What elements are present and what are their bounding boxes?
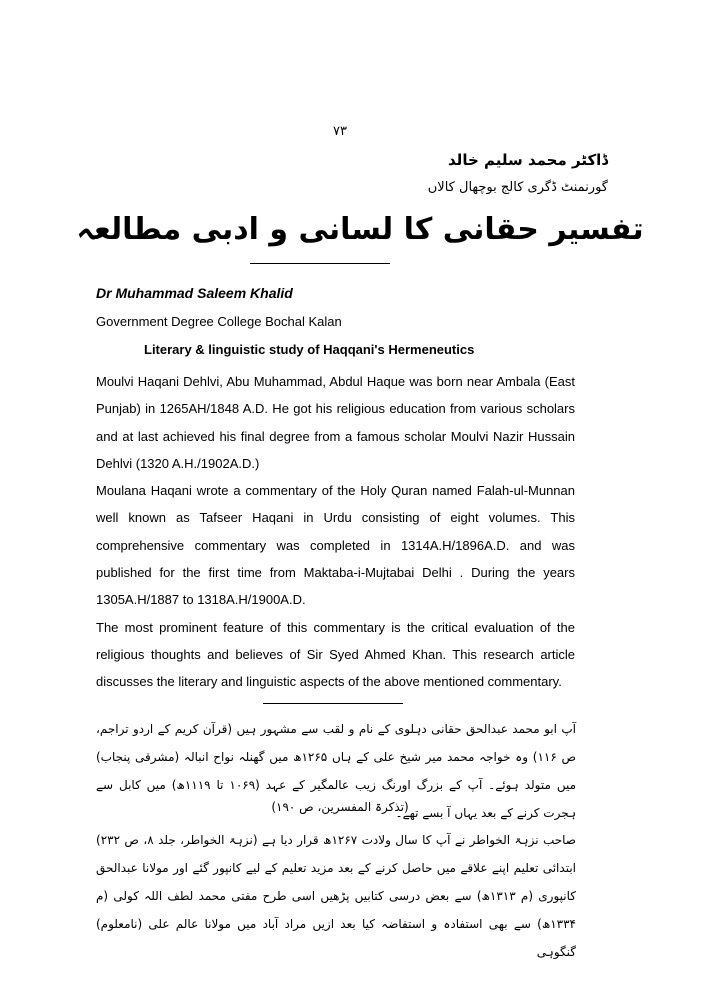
urdu-reference: (تذکرۃ المفسرین، ص ۱۹۰) [271, 800, 409, 814]
urdu-body-section-2 [96, 826, 576, 966]
urdu-paragraph: آپ ابو محمد عبدالحق حقانی دہلوی کے نام و لقب سے مشہور ہیں (قرآن کریم کے اردو تراجم، ص ۱۱۶) وہ خواجہ محمد میر شیخ علی کے ہاں ۱۲۶۵ھ میں گھنلہ نواح انبالہ (مشرقی پنجاب) میں متولد ہوئے۔ آپ کے بزرگ اورنگ زیب عالمگیر کے عہد (۱۰۶۹ تا ۱۱۱۹ھ) میں کابل سے ہجرت کرنے کے بعد یہاں آ بسے تھے۔ [96, 722, 577, 820]
english-author-name: Dr Muhammad Saleem Khalid [96, 285, 293, 301]
english-college-name: Government Degree College Bochal Kalan [96, 314, 342, 329]
urdu-college-name: گورنمنٹ ڈگری کالج بوچھال کالاں [427, 180, 608, 195]
abstract-paragraph: Moulvi Haqani Dehlvi, Abu Muhammad, Abdul Haque was born near Ambala (East Punjab) in 1265AH/1848 A.D. He got his religious education from various scholars and at last achieved his final degree from a famous scholar Moulvi Nazir Hussain Dehlvi (1320 A.H./1902A.D.) [96, 374, 575, 471]
page-number: ۷۳ [333, 124, 347, 139]
english-abstract [96, 368, 575, 696]
urdu-paragraph: صاحب نزہۃ الخواطر نے آپ کا سال ولادت ۱۲۶۷ھ قرار دیا ہے (نزہۃ الخواطر، جلد ۸، ص ۲۳۲) ابتدائی تعلیم اپنے علاقے میں حاصل کرنے کے بعد مزید تعلیم کے لیے کانپور گئے اور مولانا عبدالحق کانپوری (م ۱۳۱۳ھ) سے بعض درسی کتابیں پڑھیں اسی طرح مفتی محمد لطف اللہ کولی (م ۱۳۳۴ھ) سے بھی استفادہ و استفاضہ کیا بعد ازیں مراد آباد میں مولانا عالم علی (نامعلوم) گنگوہی [96, 833, 577, 959]
english-article-title: Literary & linguistic study of Haqqani's Hermeneutics [144, 342, 475, 357]
abstract-divider [263, 703, 403, 704]
abstract-paragraph: The most prominent feature of this commentary is the critical evaluation of the religious thoughts and believes of Sir Syed Ahmed Khan. This research article discusses the literary and linguistic aspects of the above mentioned commentary. [96, 619, 575, 690]
title-divider [250, 263, 390, 264]
abstract-paragraph: Moulana Haqani wrote a commentary of the Holy Quran named Falah-ul-Munnan well known as Tafseer Haqani in Urdu consisting of eight volumes. This comprehensive commentary was completed in 1314A.H/1896A.D. and was published for the first time from Maktaba-i-Mujtabai Delhi . During the years 1305A.H/1887 to 1318A.H/1900A.D. [96, 483, 575, 608]
urdu-article-title: تفسیر حقانی کا لسانی و ادبی مطالعہ [76, 212, 644, 247]
urdu-author-name: ڈاکٹر محمد سلیم خالد [448, 151, 608, 169]
